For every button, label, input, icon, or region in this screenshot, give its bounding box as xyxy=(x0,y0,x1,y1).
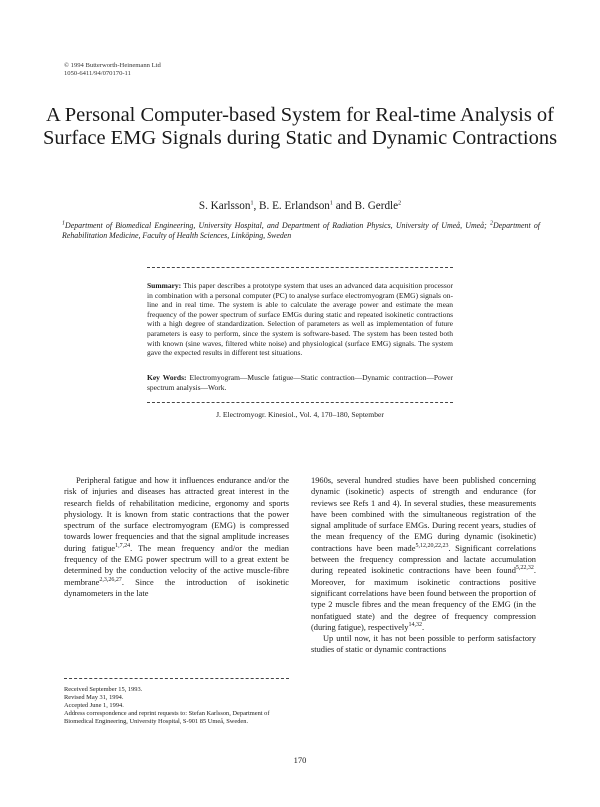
citation-ref: 2,3,26,27 xyxy=(99,576,122,583)
author-1-affil-mark: 1 xyxy=(250,200,254,207)
affiliations xyxy=(62,221,540,241)
author-separator: , xyxy=(253,200,260,212)
accepted-date: Accepted June 1, 1994. xyxy=(64,702,124,709)
author-3: B. Gerdle xyxy=(354,200,399,212)
footnote-divider xyxy=(64,678,289,679)
affiliation-1: Department of Biomedical Engineering, University Hospital, and Department of Radiation Physics, University of Umeå, Umeå; xyxy=(65,221,487,230)
divider-bottom xyxy=(147,402,453,403)
body-text: 1960s, several hundred studies have been published concerning dynamic (isokinetic) aspects of strength and endurance (for reviews see Refs 1 and 4). In several studies, these measurements have been combined with the simultaneous registration of the signal amplitude of surface EMGs. During recent years, studies of the mean frequency of the EMG during dynamic (isokinetic) contractions have been made xyxy=(311,476,536,553)
body-paragraph xyxy=(64,475,289,599)
divider-top xyxy=(147,267,453,268)
received-date: Received September 15, 1993. xyxy=(64,686,143,693)
citation-ref: 5,22,32 xyxy=(515,565,534,572)
page-number: 170 xyxy=(293,755,307,765)
body-column-left xyxy=(64,475,289,599)
summary-block xyxy=(147,281,453,358)
body-paragraph: Up until now, it has not been possible to perform satisfactory studies of static or dynamic contractions xyxy=(311,634,536,655)
author-separator: and xyxy=(332,200,355,212)
footnotes xyxy=(64,686,289,726)
affil-mark-1: 1 xyxy=(62,220,65,227)
copyright-line-1: © 1994 Butterworth-Heinemann Ltd xyxy=(64,62,161,69)
keywords-block xyxy=(147,373,453,392)
journal-citation: J. Electromyogr. Kinesiol., Vol. 4, 170–180, September xyxy=(216,410,384,419)
summary-label: Summary: xyxy=(147,281,182,290)
body-text: . xyxy=(421,622,425,632)
body-column-right xyxy=(311,475,536,656)
body-text: . The mean frequency and/or the median frequency of the EMG power spectrum will to a great extent be determined by the conduction velocity of the active muscle-fibre membrane xyxy=(64,543,289,587)
body-paragraph xyxy=(311,475,536,633)
affil-mark-2: 2 xyxy=(489,220,493,227)
citation-ref: 1,7,24 xyxy=(115,542,131,549)
revised-date: Revised May 31, 1994. xyxy=(64,694,124,701)
body-text: . Significant correlations between the frequency compression and lactate accumulation during repeated isokinetic contractions have been found xyxy=(311,543,536,576)
author-2-affil-mark: 1 xyxy=(329,200,333,207)
paper-title: A Personal Computer-based System for Real-time Analysis of Surface EMG Signals during Static and Dynamic Contractions xyxy=(42,104,558,149)
copyright-line-2: 1050-6411/94/070170-11 xyxy=(64,70,131,77)
body-text: . Since the introduction of isokinetic dynamometers in the late xyxy=(64,577,289,598)
summary-text: This paper describes a prototype system that uses an advanced data acquisition processor in combination with a personal computer (PC) to analyse surface electromyogram (EMG) signals on-line and in real time. The system is able to calculate the average power and estimate the mean frequency of the power spectrum of surface EMGs during static and repeated isokinetic contractions with a high degree of standardization. Selection of parameters as well as implementation of future parameters is easy to perform, since the system is software-based. The system has been tested both with known (sine waves, filtered white noise) and physiological (surface EMG) signals. The system gave the expected results in different test situations. xyxy=(147,281,453,358)
citation-ref: 14,32 xyxy=(408,622,422,629)
author-1: S. Karlsson xyxy=(198,200,251,212)
keywords-text: Electromyogram—Muscle fatigue—Static contraction—Dynamic contraction—Power spectrum analysis—Work. xyxy=(147,373,454,392)
copyright-notice xyxy=(64,62,161,78)
correspondence-address: Address correspondence and reprint requests to: Stefan Karlsson, Department of Biomedical Engineering, University Hospital, S-901 85 Umeå, Sweden. xyxy=(64,710,270,725)
body-text: Peripheral fatigue and how it influences endurance and/or the risk of injuries and diseases has attracted great interest in the research fields of rehabilitation medicine, ergonomy and sports physiology. It is known from static contractions that the power spectrum of the surface electromyogram (EMG) is compressed towards lower frequencies and that the signal amplitude increases during fatigue xyxy=(64,476,289,553)
affiliation-2: Department of Rehabilitation Medicine, Faculty of Health Sciences, Linköping, Sweden xyxy=(62,221,540,240)
keywords-label: Key Words: xyxy=(147,373,187,382)
author-list xyxy=(40,200,560,212)
author-3-affil-mark: 2 xyxy=(398,200,402,207)
author-2: B. E. Erlandson xyxy=(259,200,330,212)
citation-ref: 5,12,20,22,23 xyxy=(415,542,449,549)
body-text: . Moreover, for maximum isokinetic contractions positive significant correlations have been found between the proportion of type 2 muscle fibres and the mean frequency of the EMG (in the nonfatigued state) and the degree of frequency compression (during fatigue), respectively xyxy=(311,566,536,632)
